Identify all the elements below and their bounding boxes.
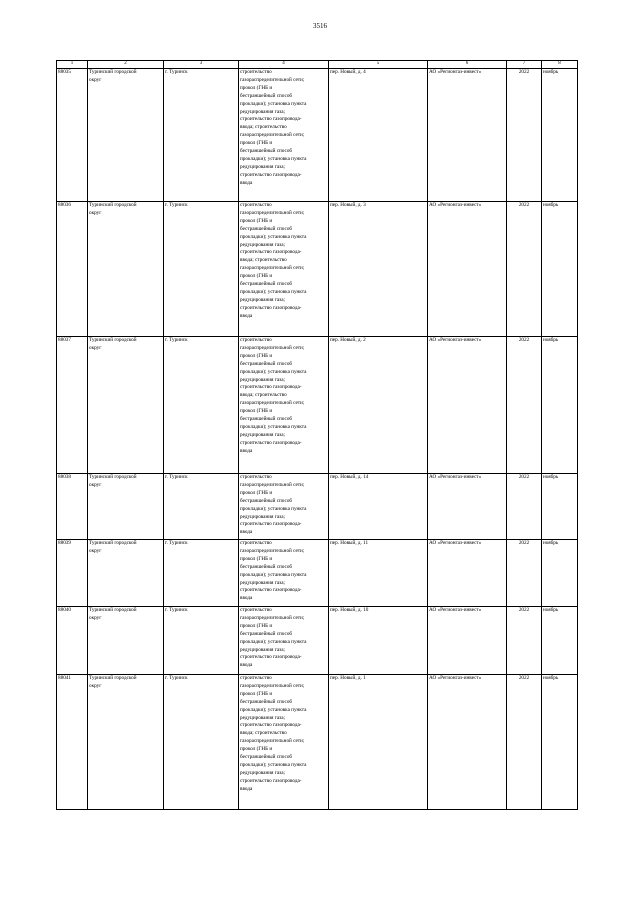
executor: АО «Регионгаз-инвест»	[429, 202, 482, 208]
column-header: 4	[239, 61, 329, 69]
row-number: 88039	[58, 540, 71, 546]
row-number: 88037	[58, 337, 71, 343]
settlement: г. Туринск	[165, 540, 188, 546]
executor: АО «Регионгаз-инвест»	[429, 607, 482, 613]
table-row	[57, 607, 578, 675]
works-description: строительство газораспределительной сети; прокол (ГНБ и бестраншейный способ прокладки); установка пункта редуцирования газа; строительство газопровода- ввода; строительство газораспределительной сети; прокол (ГНБ и бестраншейный способ прокладки); установка пункта редуцирования газа; строительство газопровода- ввода	[240, 675, 307, 792]
year: 2022	[518, 675, 530, 681]
settlement: г. Туринск	[165, 607, 188, 613]
settlement: г. Туринск	[165, 69, 188, 75]
district: Туринский городской округ	[89, 69, 137, 83]
year: 2022	[518, 540, 530, 546]
table-row	[57, 202, 578, 337]
district: Туринский городской округ	[89, 675, 137, 689]
executor: АО «Регионгаз-инвест»	[429, 337, 482, 343]
table-row	[57, 675, 578, 810]
works-description: строительство газораспределительной сети; прокол (ГНБ и бестраншейный способ прокладки); установка пункта редуцирования газа; строительство газопровода- ввода; строительство газораспределительной сети; прокол (ГНБ и бестраншейный способ прокладки); установка пункта редуцирования газа; строительство газопровода- ввода	[240, 69, 307, 186]
month: ноябрь	[543, 675, 559, 681]
district: Туринский городской округ	[89, 202, 137, 216]
column-number-row	[57, 61, 578, 69]
year: 2022	[518, 474, 530, 480]
executor: АО «Регионгаз-инвест»	[429, 675, 482, 681]
table-row	[57, 474, 578, 540]
year: 2022	[518, 202, 530, 208]
district: Туринский городской округ	[89, 337, 137, 351]
works-description: строительство газораспределительной сети; прокол (ГНБ и бестраншейный способ прокладки); установка пункта редуцирования газа; строительство газопровода- ввода	[240, 540, 307, 602]
table-row	[57, 69, 578, 202]
works-description: строительство газораспределительной сети; прокол (ГНБ и бестраншейный способ прокладки); установка пункта редуцирования газа; строительство газопровода- ввода; строительство газораспределительной сети; прокол (ГНБ и бестраншейный способ прокладки); установка пункта редуцирования газа; строительство газопровода- ввода	[240, 337, 307, 454]
works-description: строительство газораспределительной сети; прокол (ГНБ и бестраншейный способ прокладки); установка пункта редуцирования газа; строительство газопровода- ввода; строительство газораспределительной сети; прокол (ГНБ и бестраншейный способ прокладки); установка пункта редуцирования газа; строительство газопровода- ввода	[240, 202, 307, 319]
month: ноябрь	[543, 607, 559, 613]
address: пер. Новый, д. 2	[330, 337, 366, 343]
settlement: г. Туринск	[165, 337, 188, 343]
column-header: 5	[329, 61, 428, 69]
row-number: 88038	[58, 474, 71, 480]
row-number: 88040	[58, 607, 71, 613]
column-header: 7	[507, 61, 542, 69]
settlement: г. Туринск	[165, 675, 188, 681]
column-header: 1	[57, 61, 88, 69]
column-header: 8	[542, 61, 578, 69]
district: Туринский городской округ	[89, 474, 137, 488]
row-number: 88036	[58, 202, 71, 208]
table-row	[57, 337, 578, 474]
page-number: 3516	[313, 22, 327, 30]
year: 2022	[518, 337, 530, 343]
year: 2022	[518, 69, 530, 75]
column-header: 6	[428, 61, 507, 69]
table-row	[57, 540, 578, 607]
month: ноябрь	[543, 540, 559, 546]
column-header: 3	[164, 61, 239, 69]
year: 2022	[518, 607, 530, 613]
executor: АО «Регионгаз-инвест»	[429, 69, 482, 75]
month: ноябрь	[543, 337, 559, 343]
month: ноябрь	[543, 474, 559, 480]
settlement: г. Туринск	[165, 202, 188, 208]
district: Туринский городской округ	[89, 540, 137, 554]
address: пер. Новый, д. 10	[330, 607, 369, 613]
settlement: г. Туринск	[165, 474, 188, 480]
address: пер. Новый, д. 1	[330, 675, 366, 681]
address: пер. Новый, д. 3	[330, 202, 366, 208]
gasification-table	[56, 60, 578, 810]
row-number: 88041	[58, 675, 71, 681]
works-description: строительство газораспределительной сети; прокол (ГНБ и бестраншейный способ прокладки); установка пункта редуцирования газа; строительство газопровода- ввода	[240, 607, 307, 669]
works-description: строительство газораспределительной сети; прокол (ГНБ и бестраншейный способ прокладки); установка пункта редуцирования газа; строительство газопровода- ввода	[240, 474, 307, 536]
address: пер. Новый, д. 11	[330, 540, 369, 546]
address: пер. Новый, д. 14	[330, 474, 369, 480]
executor: АО «Регионгаз-инвест»	[429, 540, 482, 546]
district: Туринский городской округ	[89, 607, 137, 621]
executor: АО «Регионгаз-инвест»	[429, 474, 482, 480]
month: ноябрь	[543, 202, 559, 208]
month: ноябрь	[543, 69, 559, 75]
address: пер. Новый, д. 4	[330, 69, 366, 75]
column-header: 2	[88, 61, 164, 69]
row-number: 88035	[58, 69, 71, 75]
